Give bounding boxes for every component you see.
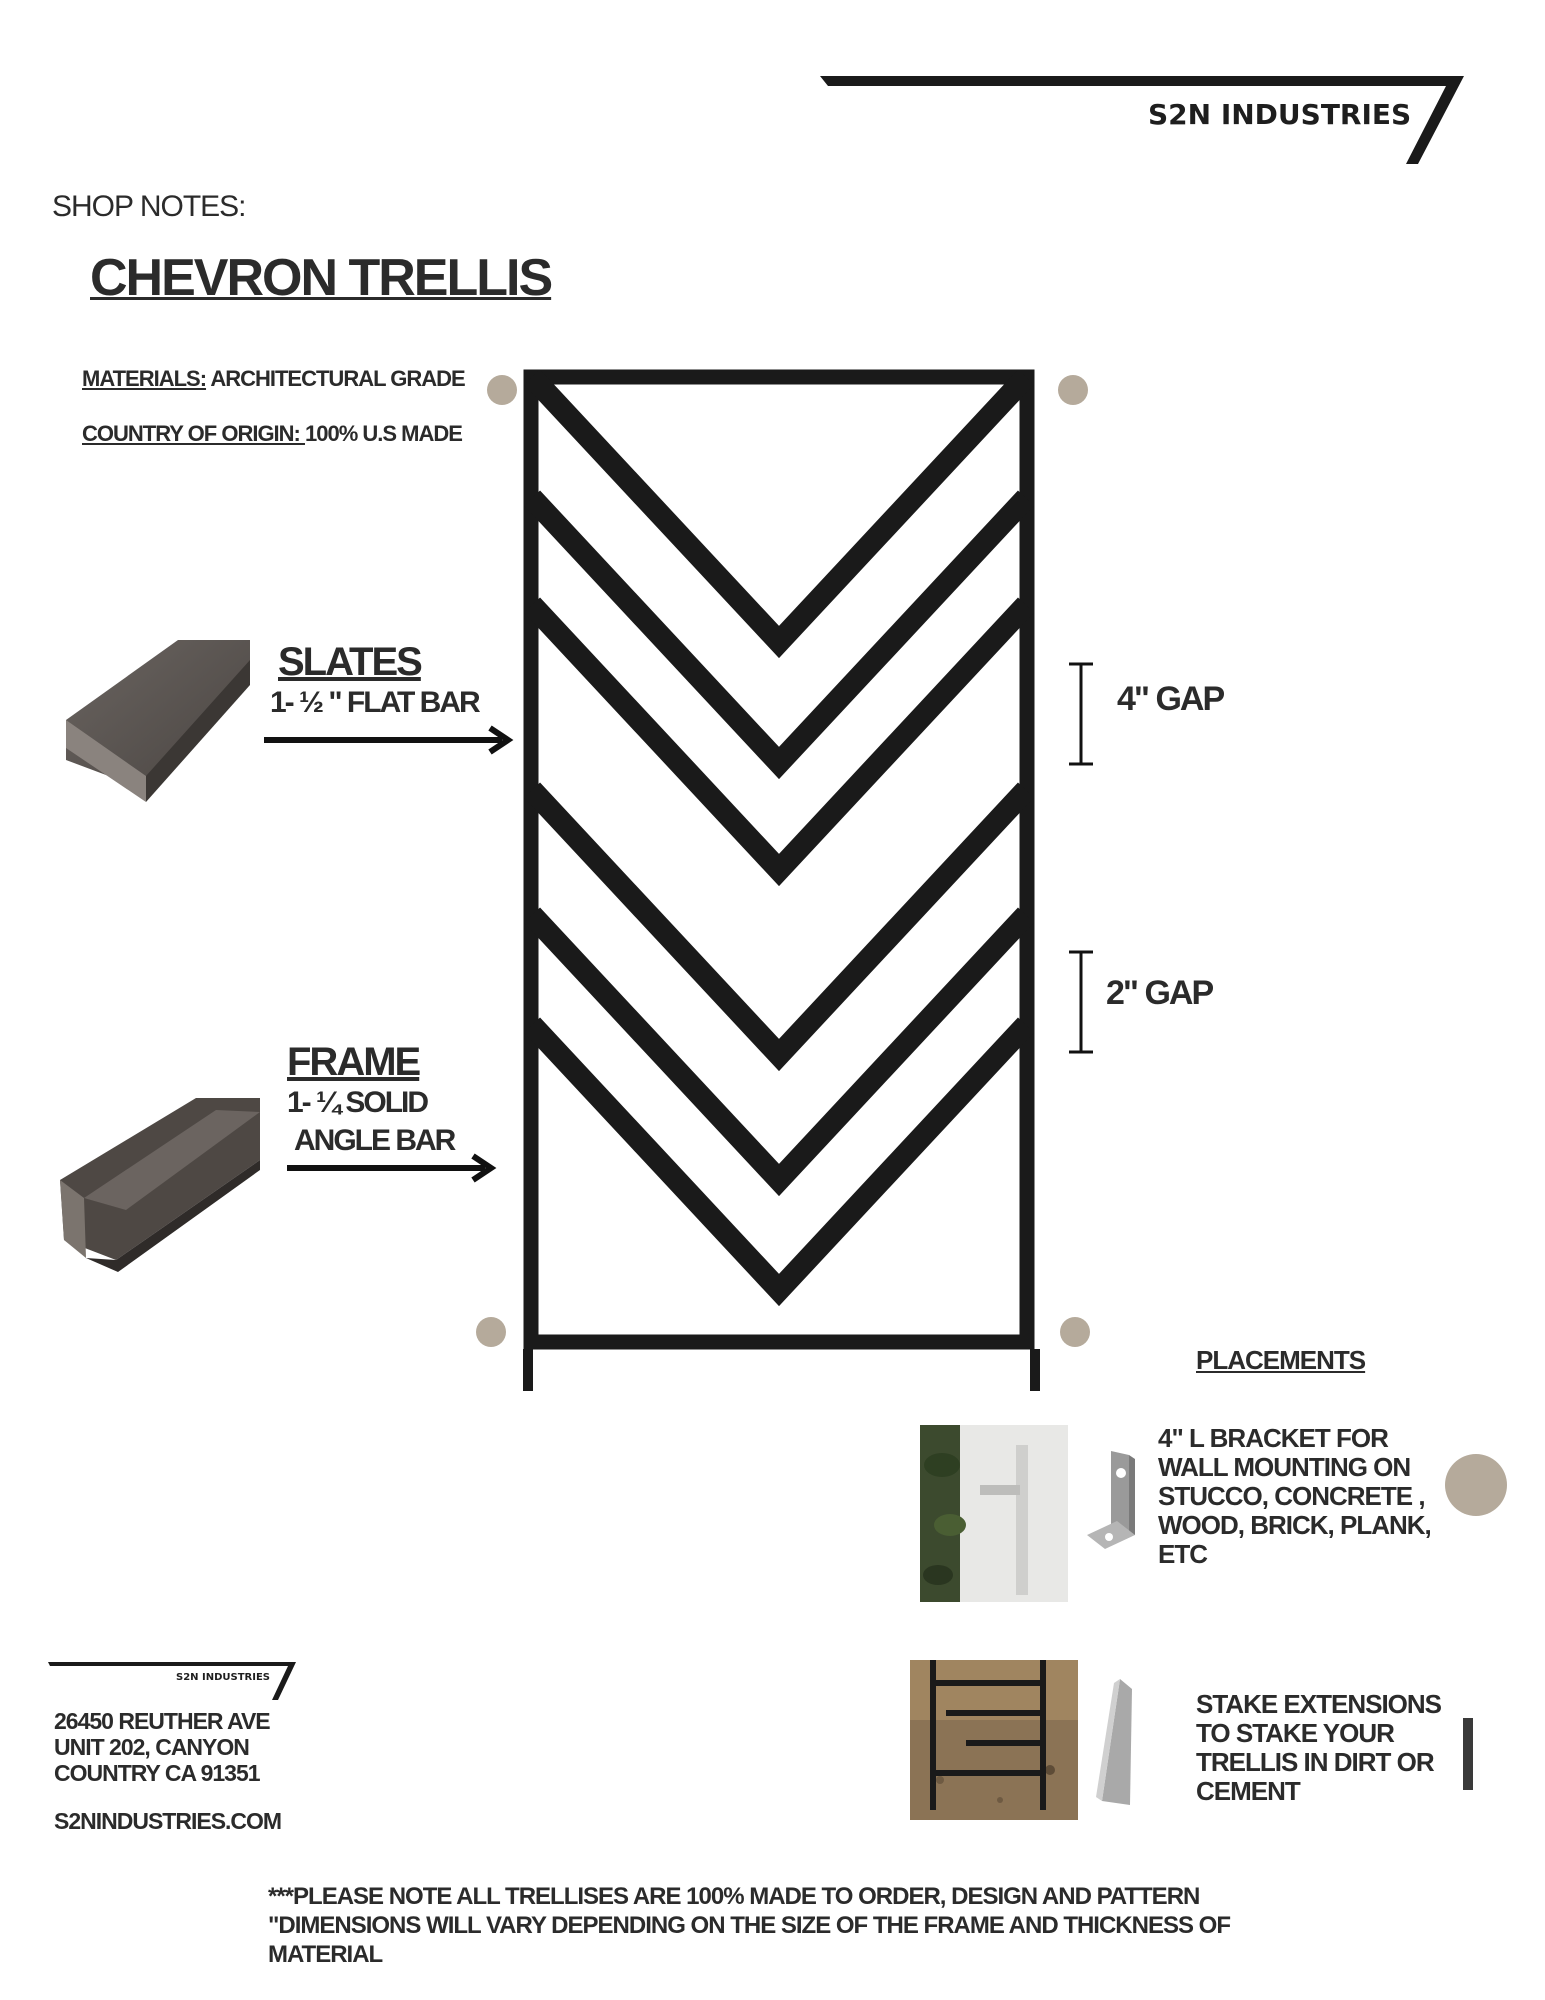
accent-bar	[1463, 1718, 1473, 1790]
frame-spec-line2: ANGLE BAR	[294, 1124, 455, 1157]
address-line: UNIT 202, CANYON	[54, 1734, 249, 1760]
corner-dot-bottom-left	[476, 1317, 506, 1347]
footer-website: S2NINDUSTRIES.COM	[54, 1808, 282, 1834]
slates-spec: 1- ½ " FLAT BAR	[270, 686, 479, 719]
trellis-diagram	[470, 360, 1100, 1400]
header-brand: S2N INDUSTRIES	[1148, 98, 1412, 131]
gap-label-2in: 2" GAP	[1106, 974, 1213, 1012]
bracket-description-line: ETC	[1158, 1539, 1207, 1569]
slates-arrow-icon	[262, 722, 522, 758]
chevron-slat-1	[532, 377, 1026, 642]
stake-description-line: TRELLIS IN DIRT OR	[1196, 1747, 1434, 1777]
stake-leg-left	[523, 1349, 533, 1391]
bracket-description-line: WALL MOUNTING ON	[1158, 1452, 1411, 1482]
frame-label: FRAME	[287, 1040, 420, 1084]
origin-line	[82, 421, 462, 447]
materials-value: ARCHITECTURAL GRADE	[206, 366, 465, 391]
footer-address	[54, 1708, 270, 1786]
corner-dot-top-left	[487, 375, 517, 405]
notice-line: "DIMENSIONS WILL VARY DEPENDING ON THE SIZE OF THE FRAME AND THICKNESS OF	[268, 1912, 1230, 1939]
shop-notes-label: SHOP NOTES:	[52, 190, 246, 223]
wall-mount-photo	[920, 1425, 1068, 1602]
stake-description	[1196, 1690, 1441, 1806]
stake-description-line: CEMENT	[1196, 1776, 1300, 1806]
stake-description-line: TO STAKE YOUR	[1196, 1718, 1394, 1748]
footer-brand: S2N INDUSTRIES	[176, 1672, 270, 1683]
stake-extension-icon	[1090, 1675, 1140, 1811]
gap-label-4in: 4" GAP	[1117, 680, 1224, 718]
l-bracket-icon	[1083, 1445, 1141, 1553]
frame-spec-line1: 1- ¼ SOLID	[287, 1086, 428, 1119]
flat-bar-photo	[58, 630, 258, 810]
stake-leg-right	[1030, 1349, 1040, 1391]
accent-dot	[1444, 1453, 1508, 1517]
notice-line: MATERIAL	[268, 1941, 383, 1968]
frame-arrow-icon	[285, 1150, 505, 1186]
origin-value: 100% U.S MADE	[305, 421, 462, 446]
gap-bracket-2in	[1065, 950, 1095, 1054]
bracket-description-line: WOOD, BRICK, PLANK,	[1158, 1510, 1431, 1540]
address-line: 26450 REUTHER AVE	[54, 1708, 270, 1734]
bracket-description	[1158, 1424, 1431, 1569]
chevron-slat-4	[532, 790, 1026, 1055]
materials-label: MATERIALS:	[82, 366, 207, 391]
slates-label: SLATES	[278, 640, 421, 684]
placements-heading: PLACEMENTS	[1196, 1345, 1366, 1375]
origin-label: COUNTRY OF ORIGIN:	[82, 421, 305, 446]
bracket-description-line: 4" L BRACKET FOR	[1158, 1423, 1388, 1453]
address-line: COUNTRY CA 91351	[54, 1760, 260, 1786]
gap-bracket-4in	[1065, 662, 1095, 766]
corner-dot-bottom-right	[1060, 1317, 1090, 1347]
angle-bar-photo	[56, 1090, 266, 1280]
stake-install-photo	[910, 1660, 1078, 1820]
page-title: CHEVRON TRELLIS	[90, 249, 552, 307]
notice-line: ***PLEASE NOTE ALL TRELLISES ARE 100% MADE TO ORDER, DESIGN AND PATTERN	[268, 1883, 1200, 1910]
materials-line	[82, 366, 465, 392]
bracket-description-line: STUCCO, CONCRETE ,	[1158, 1481, 1425, 1511]
corner-dot-top-right	[1058, 375, 1088, 405]
stake-description-line: STAKE EXTENSIONS	[1196, 1689, 1442, 1719]
order-notice	[268, 1882, 1230, 1969]
